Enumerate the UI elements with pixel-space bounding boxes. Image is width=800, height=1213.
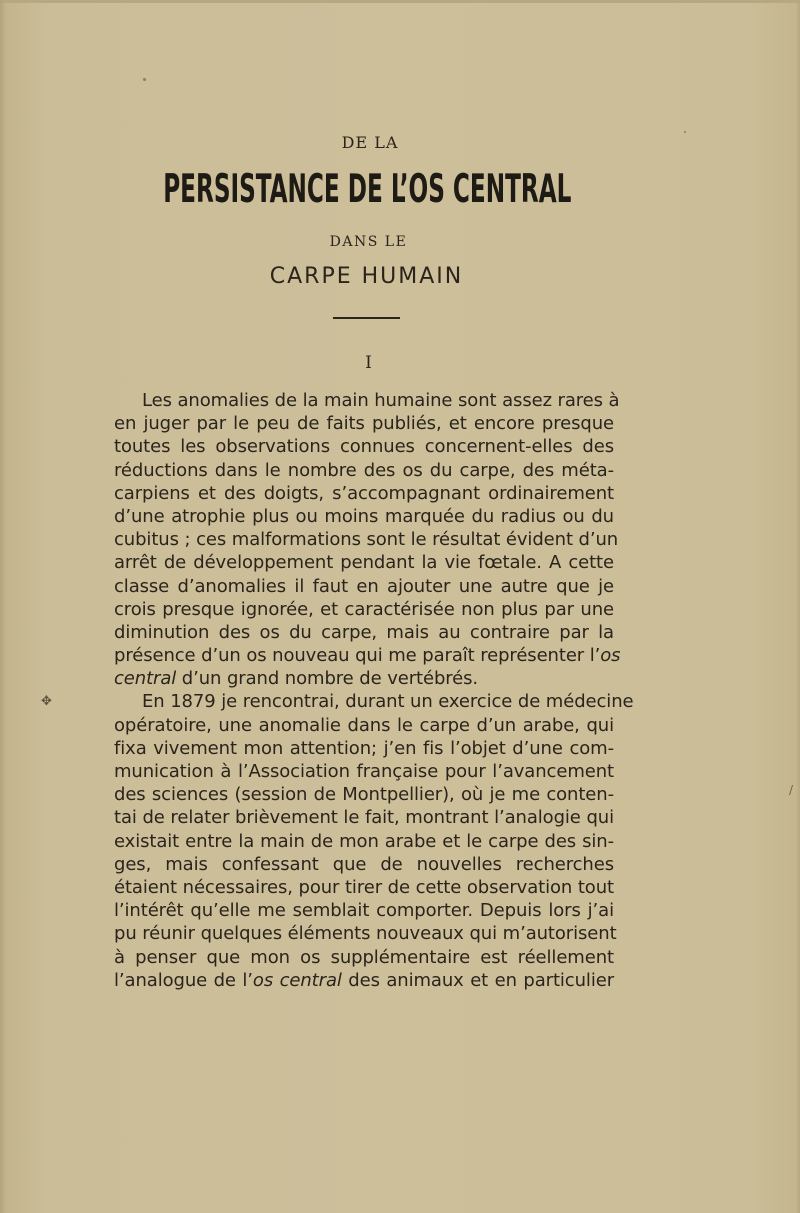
title-prefix: DE LA [341, 133, 399, 152]
text-line [114, 969, 614, 992]
text-line: Les anomalies de la main humaine sont assez rares à [142, 390, 620, 411]
italic-term: central [114, 668, 177, 690]
text-line: opératoire, une anomalie dans le carpe d’un arabe, qui [114, 714, 614, 736]
section-number: I [365, 353, 372, 373]
text-line: l’intérêt qu’elle me semblait comporter. Depuis lors j’ai [114, 900, 614, 922]
text-line: existait entre la main de mon arabe et le carpe des sin- [114, 830, 614, 852]
text-line: tai de relater brièvement le fait, montrant l’analogie qui [114, 807, 614, 829]
text-segment: l’analogue de l’ [114, 969, 253, 991]
page-left-edge [0, 0, 6, 1213]
page-right-edge [796, 0, 800, 1213]
text-line: étaient nécessaires, pour tirer de cette observation tout [114, 876, 614, 898]
print-speck [143, 78, 146, 81]
text-line: crois presque ignorée, et caractérisée non plus par une [114, 598, 614, 620]
page-top-edge [0, 0, 800, 3]
text-segment: présence d’un os nouveau qui me paraît représenter l’ [114, 645, 601, 667]
title-connector: DANS LE [329, 234, 408, 250]
margin-mark-icon: ✥ [41, 694, 52, 709]
text-line: pu réunir quelques éléments nouveaux qui m’autorisent [114, 923, 617, 945]
text-line: En 1879 je rencontrai, durant un exercice de médecine [142, 691, 634, 713]
text-line: classe d’anomalies il faut en ajouter une autre que je [114, 575, 614, 597]
margin-stroke-icon: / [789, 783, 794, 797]
text-line: munication à l’Association française pour l’avancement [114, 761, 614, 782]
text-line: réductions dans le nombre des os du carpe, des méta- [114, 459, 614, 481]
text-line [114, 644, 621, 667]
main-title: PERSISTANCE DE L’OS CENTRAL [163, 167, 572, 212]
text-segment: des animaux et en particulier [341, 969, 614, 991]
text-line [114, 667, 614, 690]
text-line: en juger par le peu de faits publiés, et encore presque [114, 413, 614, 435]
text-line: à penser que mon os supplémentaire est réellement [114, 946, 614, 968]
title-rule [333, 317, 400, 319]
italic-term: os [600, 645, 621, 667]
text-segment: d’un grand nombre de vertébrés. [176, 668, 479, 690]
text-line: fixa vivement mon attention; j’en fis l’objet d’une com- [114, 737, 614, 759]
text-line: arrêt de développement pendant la vie fœtale. A cette [114, 552, 614, 574]
subtitle: CARPE HUMAIN [269, 264, 464, 289]
italic-term: os central [252, 969, 342, 991]
text-line: des sciences (session de Montpellier), où je me conten- [114, 784, 614, 806]
text-line: ges, mais confessant que de nouvelles recherches [114, 853, 614, 875]
text-line: toutes les observations connues concernent-elles des [114, 436, 614, 458]
text-line: cubitus ; ces malformations sont le résultat évident d’un [114, 529, 619, 551]
body-text [114, 389, 634, 992]
text-line: d’une atrophie plus ou moins marquée du radius ou du [114, 505, 614, 527]
text-line: carpiens et des doigts, s’accompagnant ordinairement [114, 482, 614, 504]
text-line: diminution des os du carpe, mais au contraire par la [114, 621, 614, 643]
